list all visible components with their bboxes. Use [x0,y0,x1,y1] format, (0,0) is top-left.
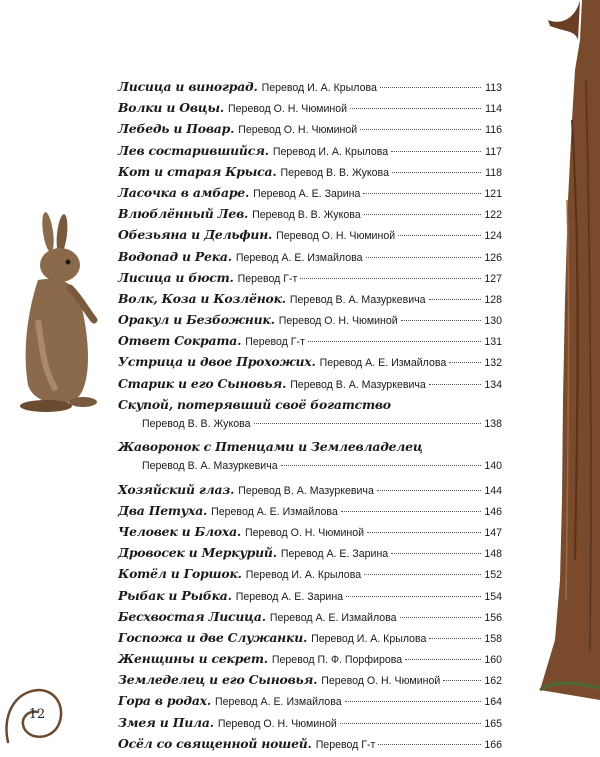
entry-translator: Перевод А. Е. Измайлова [235,251,363,264]
toc-entry [118,333,502,354]
dot-leader [401,320,481,321]
dot-leader [254,423,482,424]
toc-entry [118,185,502,206]
entry-title: Лебедь и Повар. [118,121,235,137]
dot-leader [429,638,481,639]
entry-translator: Перевод А. Е. Зарина [280,548,389,561]
entry-page-number: 127 [484,272,502,285]
page-number: 12 [28,707,46,722]
dot-leader [429,384,481,385]
entry-title: Жаворонок с Птенцами и Землевладелец [118,439,423,455]
dot-leader [341,511,481,512]
table-of-contents [118,79,502,757]
entry-translator: Перевод В. В. Жукова [280,166,389,179]
entry-page-number: 116 [485,124,502,137]
tree-illustration [520,0,600,700]
entry-page-number: 113 [485,82,502,94]
dot-leader [300,278,481,279]
toc-entry [118,354,502,375]
dot-leader [364,574,481,575]
entry-page-number: 117 [485,145,502,158]
toc-entry [118,121,502,142]
entry-page-number: 166 [484,738,502,751]
entry-page-number: 156 [484,611,502,624]
dot-leader [364,214,481,215]
toc-entry [118,482,502,503]
entry-title: Устрица и двое Прохожих. [118,354,316,370]
dot-leader [363,193,481,194]
entry-translator: Перевод В. А. Мазуркевича [290,378,426,391]
entry-title: Лев состарившийся. [118,142,269,158]
dot-leader [405,659,481,660]
entry-title: Земледелец и его Сыновья. [118,672,318,688]
entry-title: Ласочка в амбаре. [118,184,250,200]
entry-title: Водопад и Река. [118,248,232,264]
entry-page-number: 130 [484,315,502,328]
entry-title: Человек и Блоха. [118,523,242,539]
toc-entry [118,143,502,164]
entry-page-number: 162 [484,675,502,688]
dot-leader [360,129,481,130]
entry-translator: Перевод О. Н. Чюминой [278,315,398,328]
toc-entry [118,227,502,248]
entry-page-number: 152 [484,569,502,582]
toc-entry [118,630,502,651]
entry-translator: Перевод Г-т [315,738,376,751]
toc-entry [118,312,502,333]
toc-entry [118,164,502,185]
dot-leader [429,299,481,300]
dot-leader [366,257,482,258]
entry-page-number: 160 [484,654,502,667]
dot-leader [377,490,481,491]
entry-page-number: 164 [484,696,502,709]
toc-entry [118,270,502,291]
dot-leader [340,723,481,724]
dot-leader [449,362,481,363]
entry-title: Кот и старая Крыса. [118,163,277,179]
entry-translator: Перевод О. Н. Чюминой [276,230,396,243]
entry-page-number: 131 [484,336,502,349]
entry-page-number: 121 [484,187,502,200]
entry-page-number: 124 [484,230,502,243]
rabbit-illustration [8,210,108,415]
entry-title: Волки и Овцы. [118,100,225,116]
dot-leader [398,235,481,236]
entry-page-number: 146 [484,505,502,518]
toc-entry [118,672,502,693]
entry-translator: Перевод О. Н. Чюминой [321,675,441,688]
entry-title: Змея и Пила. [118,714,214,730]
entry-title: Обезьяна и Дельфин. [118,227,273,243]
entry-title: Оракул и Безбожник. [118,312,275,328]
dot-leader [345,701,481,702]
entry-translator: Перевод О. Н. Чюминой [228,103,348,116]
entry-translator: Перевод А. Е. Измайлова [211,505,338,518]
toc-entry [118,566,502,587]
toc-entry [118,503,502,524]
toc-entry [118,291,502,312]
entry-title: Осёл со священной ношей. [118,735,312,751]
entry-translator: Перевод Г-т [245,336,305,349]
toc-entry [118,736,502,757]
dot-leader [308,341,481,342]
dot-leader [392,172,481,173]
toc-entry [118,715,502,736]
entry-page-number: 122 [484,209,502,222]
entry-page-number: 134 [484,378,502,391]
entry-translator: Перевод Г-т [237,272,298,285]
entry-page-number: 147 [484,526,502,539]
entry-translator: Перевод О. Н. Чюминой [217,717,337,730]
entry-translator: Перевод В. А. Мазуркевича [238,484,374,497]
entry-translator: Перевод И. А. Крылова [311,632,427,645]
entry-title: Старик и его Сыновья. [118,375,287,391]
entry-page-number: 118 [485,166,502,179]
entry-translator: Перевод А. Е. Измайлова [269,611,397,624]
entry-translator: Перевод И. А. Крылова [245,569,362,582]
entry-page-number: 128 [484,293,502,306]
dot-leader [400,617,481,618]
entry-translator: Перевод И. А. Крылова [261,82,377,94]
entry-page-number: 158 [484,632,502,645]
entry-title: Котёл и Горшок. [118,566,242,582]
entry-title: Ответ Сократа. [118,333,242,349]
entry-translator: Перевод В. В. Жукова [252,209,361,222]
toc-entry [118,418,502,439]
toc-entry [118,588,502,609]
dot-leader [391,151,481,152]
dot-leader [367,532,481,533]
entry-translator: Перевод А. Е. Измайлова [319,357,447,370]
dot-leader [281,465,481,466]
entry-title: Волк, Коза и Козлёнок. [118,290,286,306]
entry-page-number: 132 [484,357,502,370]
toc-entry [118,524,502,545]
entry-translator: Перевод В. А. Мазуркевича [289,293,426,306]
entry-page-number: 165 [484,717,502,730]
entry-page-number: 138 [484,418,502,430]
toc-entry [118,79,502,100]
entry-translator: Перевод О. Н. Чюминой [245,526,365,539]
entry-translator: Перевод И. А. Крылова [272,145,389,158]
entry-translator: Перевод В. В. Жукова [142,418,251,430]
toc-entry [118,545,502,566]
entry-translator: Перевод О. Н. Чюминой [238,124,358,137]
toc-entry [118,460,502,481]
toc-entry [118,249,502,270]
entry-page-number: 144 [484,484,502,497]
entry-translator: Перевод В. А. Мазуркевича [142,460,278,473]
toc-entry [118,376,502,397]
entry-title: Женщины и секрет. [118,651,268,667]
entry-title: Лисица и виноград. [118,79,258,94]
toc-entry [118,439,502,460]
dot-leader [443,680,481,681]
entry-page-number: 140 [484,460,502,473]
entry-translator: Перевод А. Е. Измайлова [214,696,342,709]
entry-page-number: 148 [484,548,502,561]
entry-page-number: 126 [484,251,502,264]
entry-title: Рыбак и Рыбка. [118,587,232,603]
toc-entry [118,651,502,672]
toc-entry [118,609,502,630]
entry-title: Влюблённый Лев. [118,206,249,222]
dot-leader [380,87,481,88]
entry-translator: Перевод А. Е. Зарина [235,590,344,603]
entry-page-number: 114 [485,103,502,116]
toc-entry [118,397,502,418]
entry-title: Два Петуха. [118,502,208,518]
toc-entry [118,100,502,121]
entry-title: Гора в родах. [118,693,211,709]
entry-title: Дровосек и Меркурий. [118,545,277,561]
entry-title: Хозяйский глаз. [118,481,235,497]
entry-title: Скупой, потерявший своё богатство [118,396,391,412]
entry-translator: Перевод А. Е. Зарина [253,187,361,200]
entry-title: Лисица и бюст. [118,269,234,285]
entry-page-number: 154 [484,590,502,603]
entry-translator: Перевод П. Ф. Порфирова [271,654,403,667]
dot-leader [391,553,481,554]
entry-title: Госпожа и две Служанки. [118,629,308,645]
toc-entry [118,206,502,227]
dot-leader [350,108,481,109]
entry-title: Бесхвостая Лисица. [118,608,266,624]
toc-entry [118,693,502,714]
dot-leader [378,744,481,745]
dot-leader [346,596,481,597]
